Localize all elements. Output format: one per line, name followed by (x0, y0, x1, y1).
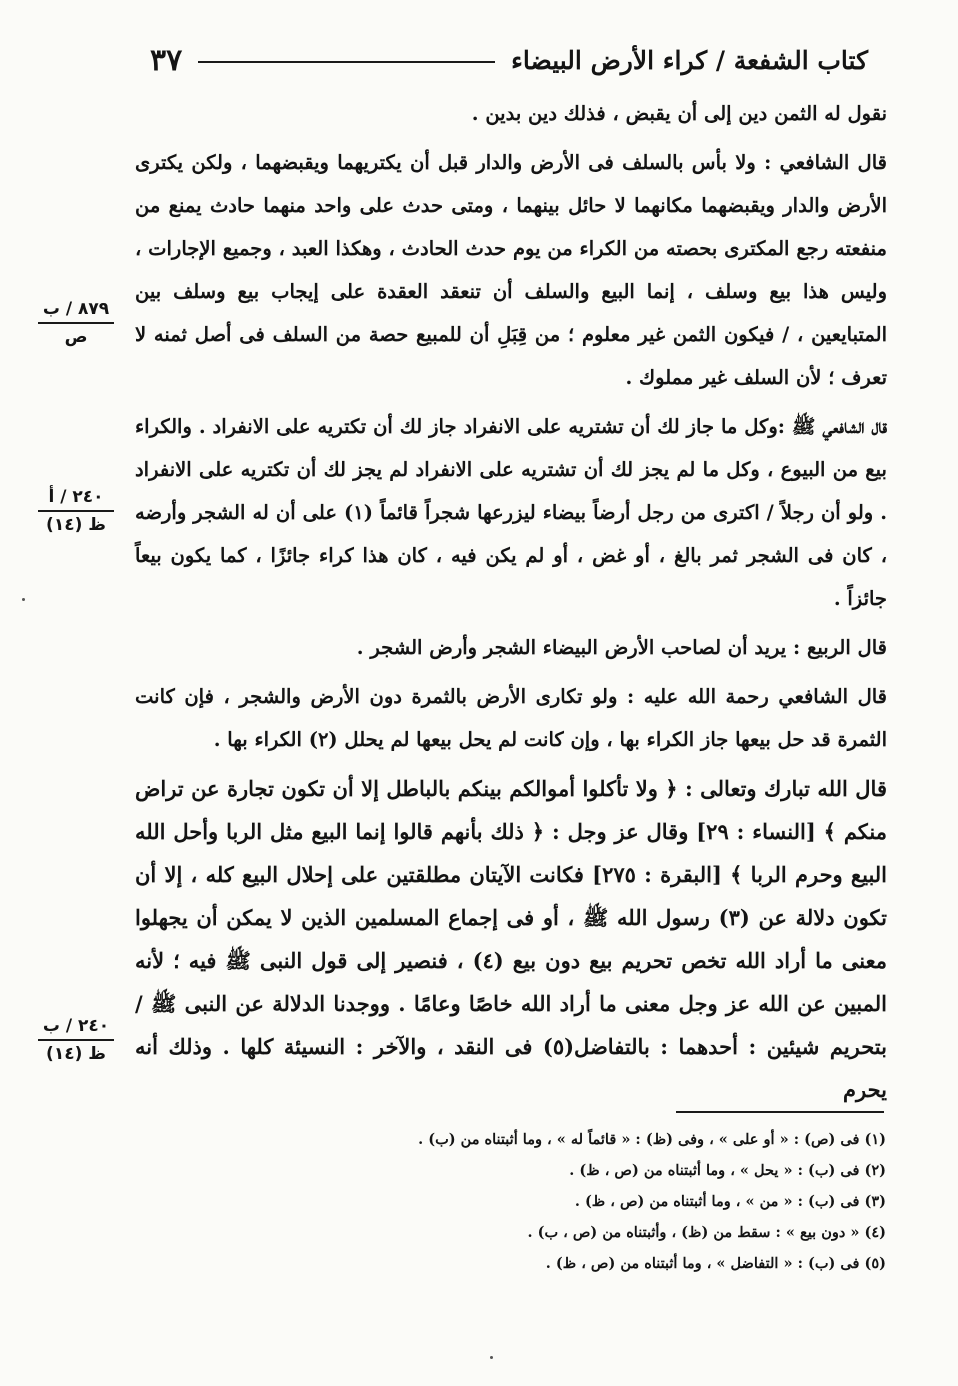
paragraph-text: نقول له الثمن دين إلى أن يقبض ، فذلك دين بدين . (471, 102, 887, 125)
margin-folio: ٢٤٠ / ب (38, 1015, 114, 1041)
footnote-rule (676, 1111, 884, 1113)
main-text (135, 92, 887, 1117)
margin-siglum: ظ (١٤) (46, 515, 106, 535)
paragraph (135, 626, 887, 669)
paragraph-lead: قال الشافعي (768, 685, 887, 708)
running-header (150, 40, 868, 80)
header-rule (198, 61, 495, 63)
footnote: (٤) « دون بيع » : سقط من (ظ) ، وأثبتناه من (ص ، ب) . (527, 1224, 886, 1241)
footnote: (٣) فى (ب) : « من » ، وما أثبتناه من (ص ، ظ) . (574, 1193, 886, 1210)
margin-siglum: ظ (١٤) (46, 1044, 106, 1064)
paragraph-lead: قال الشافعي : (755, 151, 887, 174)
footnote: (٢) فى (ب) : « يحل » ، وما أثبتناه من (ص ، ظ) . (569, 1162, 886, 1179)
margin-reference (38, 298, 114, 348)
book-title: كتاب الشفعة / كراء الأرض البيضاء (511, 45, 868, 75)
paragraph (135, 675, 887, 761)
footnote: (٥) فى (ب) : « التفاضل » ، وما أثبتناه من (ص ، ظ) . (545, 1255, 886, 1272)
paragraph-text: ولا بأس بالسلف فى الأرض والدار قبل أن يكتريهما ويقبضهما ، ولكن يكترى الأرض والدار ويقبضهما مكانهما لا حائل بينهما ، ومتى حدث على واحد منهما حادث يمنع من منفعته رجع المكترى بحصته من الكراء من يوم حدث الحادث ، وهكذا العبد ، وجميع الإجارات ، وليس هذا بيع وسلف ، إنما البيع والسلف أن تنعقد العقدة على إيجاب بيع وسلف بين المتبايعين ، / فيكون الثمن غير معلوم ؛ من قِبَلِ أن للمبيع حصة من السلف فى أصل ثمنه لا تعرف ؛ لأن السلف غير مملوك . (135, 151, 887, 389)
paragraph-text: قال الربيع : يريد أن لصاحب الأرض البيضاء الشجر وأرض الشجر . (356, 636, 887, 659)
scan-speck (22, 598, 25, 601)
paragraph-text: قال الله تبارك وتعالى : ﴿ ولا تأكلوا أموالكم بينكم بالباطل إلا أن تكون تجارة عن تراض منكم ﴾ [النساء : ٢٩] وقال عز وجل : ﴿ ذلك بأنهم قالوا إنما البيع مثل الربا وأحل الله البيع وحرم الربا ﴾ [البقرة : ٢٧٥] فكانت الآيتان مطلقتين على إحلال البيع كله ، إلا أن تكون دلالة عن (٣) رسول الله ﷺ ، أو فى إجماع المسلمين الذين لا يمكن أن يجهلوا معنى ما أراد الله تخص تحريم بيع دون بيع (٤) ، فنصير إلى قول النبى ﷺ فيه ؛ لأنه المبين عن الله عز وجل معنى ما أراد الله خاصًا وعامًا . ووجدنا الدلالة عن النبى ﷺ / بتحريم شيئين : أحدهما : بالتفاضل(٥) فى النقد ، والآخر : النسيئة كلها . وذلك أنه يحرم (135, 776, 888, 1102)
page-number: ٣٧ (150, 42, 183, 78)
paragraph (135, 405, 887, 620)
scan-speck (490, 1356, 493, 1359)
paragraph-text: وكل ما جاز لك أن تشتريه على الانفراد جاز لك أن تكتريه على الانفراد . والكراء بيع من البيوع ، وكل ما لم يجز لك أن تشتريه على الانفراد لم يجز لك أن تكتريه على الانفراد . ولو أن رجلاً / اكترى من رجل أرضاً بيضاء ليزرعها شجراً قائماً (١) على أن له الشجر وأرضه ، كان فى الشجر ثمر بالغ ، أو غض ، أو لم يكن فيه ، كان هذا كراء جائزًا ، كما يكون بيعاً جائزاً . (135, 415, 888, 610)
margin-reference (38, 486, 114, 536)
paragraph (135, 141, 887, 399)
paragraph-text: رحمة الله عليه : ولو تكارى الأرض بالثمرة دون الأرض والشجر ، فإن كانت الثمرة قد حل بيعها جاز الكراء بها ، وإن كانت لم يحل بيعها لم يحلل (٢) الكراء بها . (135, 685, 887, 751)
paragraph-lead: قال الشافعي ﷺ : (777, 415, 887, 438)
margin-folio: ٨٧٩ / ب (38, 298, 114, 324)
margin-folio: ٢٤٠ / أ (38, 486, 114, 512)
footnotes (300, 1124, 886, 1279)
paragraph (135, 92, 887, 135)
paragraph-quran (135, 767, 887, 1111)
footnote: (١) فى (ص) : « أو على » ، وفى (ظ) : « قائماً له » ، وما أثبتناه من (ب) . (418, 1131, 886, 1148)
margin-reference (38, 1015, 114, 1065)
margin-siglum: ص (64, 327, 88, 347)
